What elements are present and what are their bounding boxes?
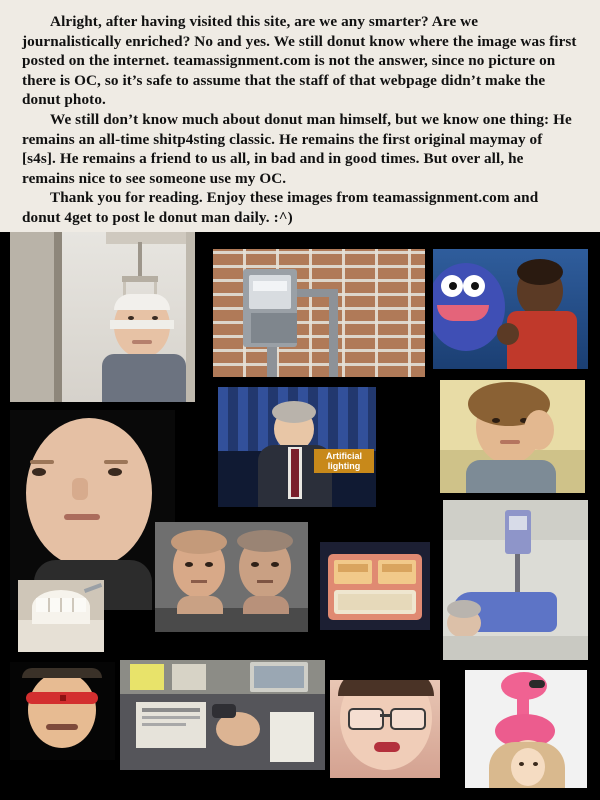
photo-dentures bbox=[18, 580, 104, 652]
photo-head-harness bbox=[10, 232, 195, 402]
photo-gas-meter bbox=[213, 249, 425, 377]
photo-doll-glasses bbox=[330, 680, 440, 778]
image-collage bbox=[0, 232, 600, 800]
article-text-block bbox=[0, 0, 600, 232]
photo-food-tray bbox=[320, 542, 430, 630]
photo-boy-yellow bbox=[440, 380, 585, 493]
photo-person-on-floor bbox=[443, 500, 588, 660]
photo-red-glasses-mask bbox=[10, 662, 115, 760]
paragraph-1: Alright, after having visited this site, are we any smarter? Are we journalistically enriched? No and yes. We still donut know where the image was first posted on the internet. teamassignment.com is not the answer, since no picture on there is OC, so it’s safe to assume that the staff of that webpage didn’t make the donut photo. bbox=[22, 13, 577, 109]
photo-desk-workstation bbox=[120, 660, 325, 770]
photo-puppet-and-child bbox=[433, 249, 588, 369]
paragraph-3: Thank you for reading. Enjoy these images from teamassignment.com and donut 4get to post le donut man daily. :^) bbox=[22, 189, 539, 226]
photo-flamingo-hat bbox=[465, 670, 587, 788]
photo-news-anchor bbox=[218, 387, 376, 507]
caption-artificial-lighting: Artificial lighting bbox=[314, 449, 374, 473]
paragraph-2: We still don’t know much about donut man himself, but we know one thing: He remains an all-time shitp4sting classic. He remains the first original maymay of [s4s]. He remains a friend to us all, in bad and in good times. But over all, he remains nice to see someone use my OC. bbox=[22, 110, 572, 187]
photo-head-busts bbox=[155, 522, 308, 632]
